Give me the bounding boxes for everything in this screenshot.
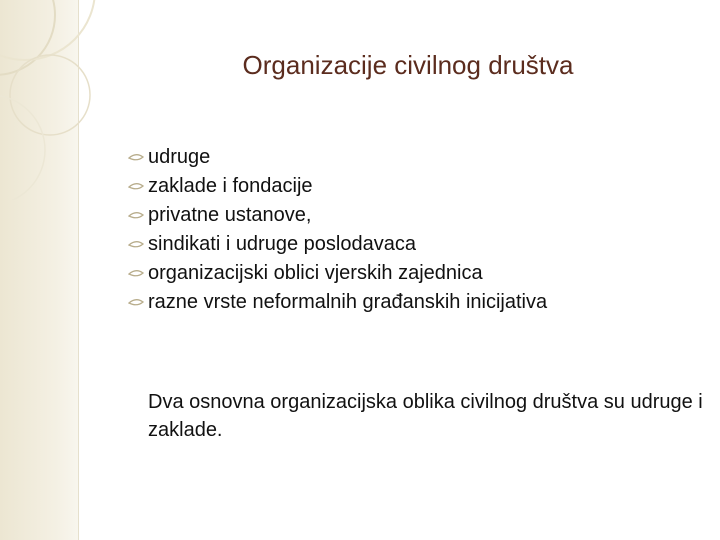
bullet-list [128, 143, 547, 317]
leaf-bullet-icon [128, 182, 144, 191]
list-item [128, 288, 547, 317]
list-item-text: zaklade i fondacije [148, 175, 313, 197]
list-item-text: organizacijski oblici vjerskih zajednica [148, 262, 483, 284]
list-item-text: udruge [148, 146, 211, 168]
slide-title: Organizacije civilnog društva [242, 50, 574, 80]
list-item [128, 143, 547, 172]
leaf-bullet-icon [128, 211, 144, 220]
leaf-bullet-icon [128, 240, 144, 249]
leaf-bullet-icon [128, 153, 144, 162]
list-item [128, 172, 547, 201]
list-item [128, 259, 547, 288]
leaf-bullet-icon [128, 269, 144, 278]
leaf-bullet-icon [128, 298, 144, 307]
left-decorative-band [0, 0, 79, 540]
list-item-text: sindikati i udruge poslodavaca [148, 233, 416, 255]
list-item-text: razne vrste neformalnih građanskih inicijativa [148, 291, 548, 313]
list-item [128, 201, 547, 230]
list-item [128, 230, 547, 259]
summary-note: Dva osnovna organizacijska oblika civilnog društva su udruge i zaklade. [148, 391, 703, 441]
list-item-text: privatne ustanove, [148, 204, 312, 226]
